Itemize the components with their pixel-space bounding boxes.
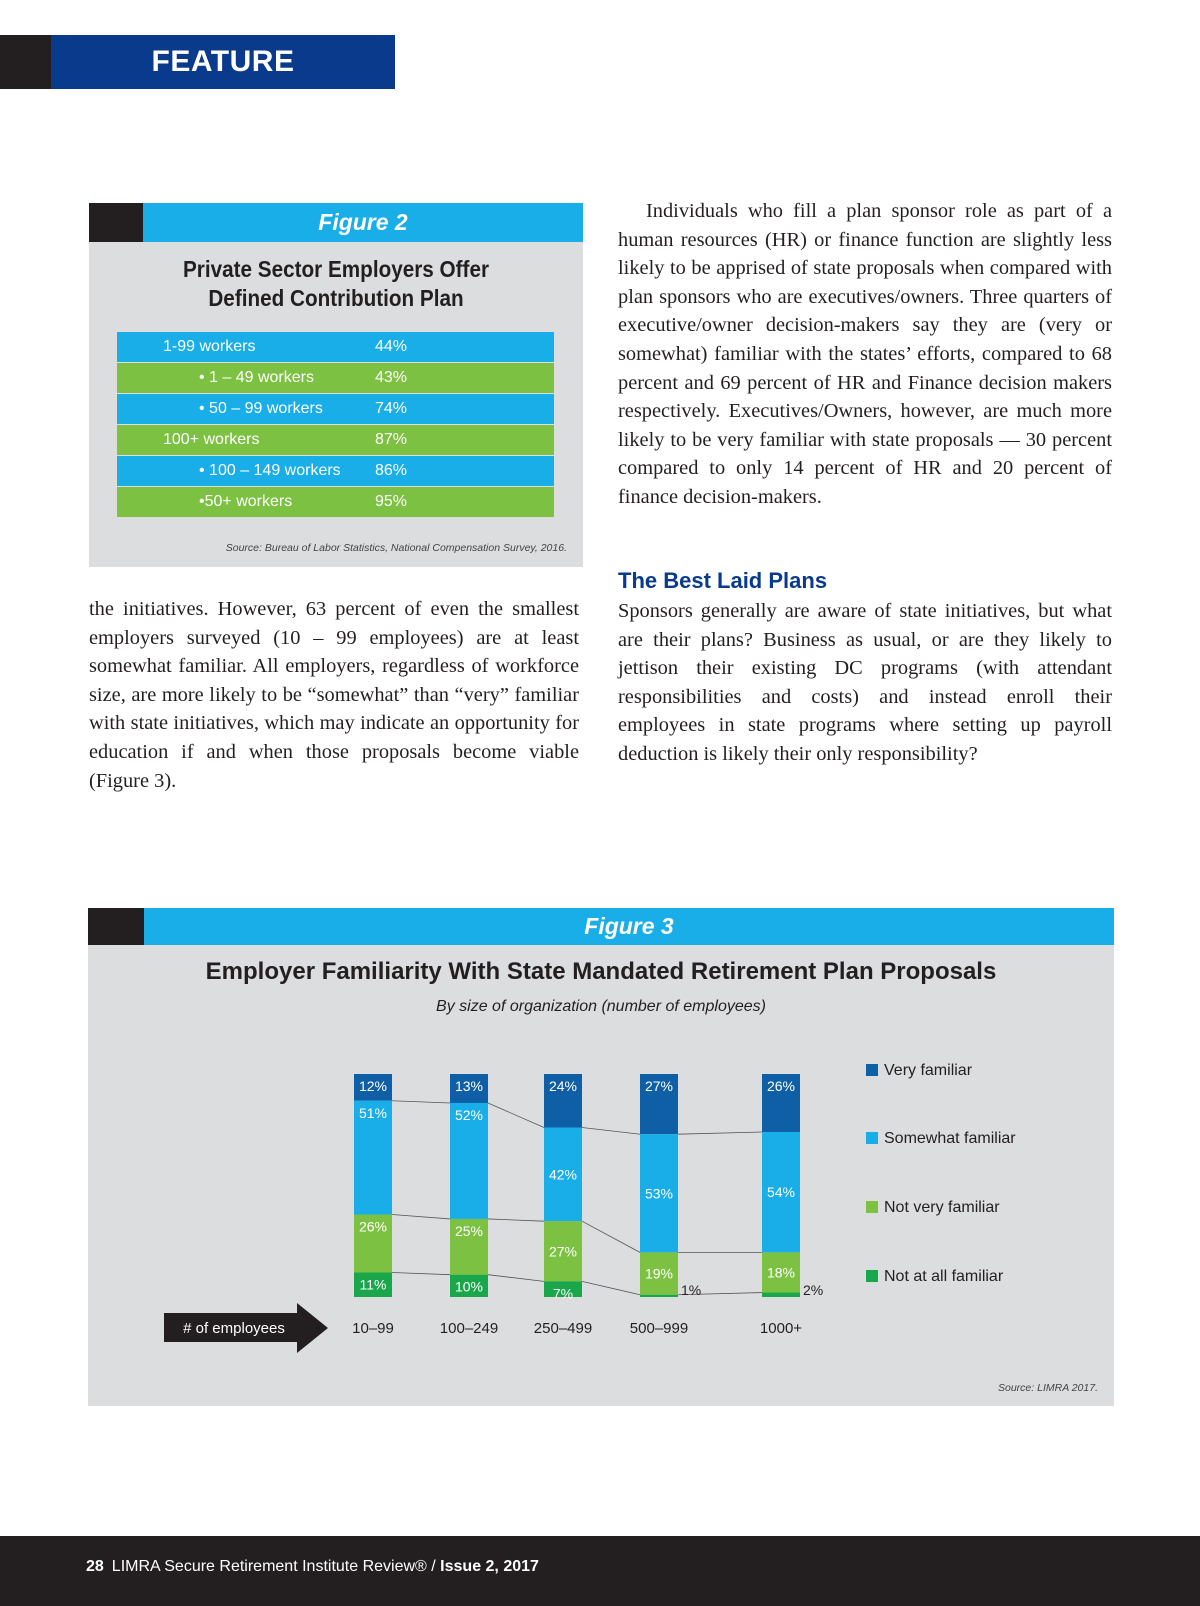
header-dark-block bbox=[0, 35, 51, 89]
figure-2-table bbox=[117, 331, 554, 517]
row-value: 44% bbox=[375, 338, 408, 355]
data-label: 12% bbox=[358, 1078, 388, 1094]
table-row bbox=[117, 331, 554, 362]
figure-2-dark-tab bbox=[89, 203, 143, 242]
row-label: 1-99 workers bbox=[163, 338, 256, 355]
figure-2 bbox=[89, 203, 583, 567]
connector-line bbox=[582, 1281, 640, 1294]
chart-subtitle: By size of organization (number of employees) bbox=[436, 998, 766, 1015]
legend-swatch bbox=[866, 1201, 878, 1213]
row-label: • 100 – 149 workers bbox=[199, 462, 341, 479]
row-value: 95% bbox=[375, 493, 408, 510]
figure-2-title-line1: Private Sector Employers Offer bbox=[182, 256, 490, 282]
bar-segment bbox=[640, 1295, 678, 1297]
connector-line bbox=[582, 1128, 640, 1135]
publication-name: LIMRA Secure Retirement Institute Review® bbox=[111, 1558, 427, 1575]
data-label: 1% bbox=[681, 1282, 702, 1298]
table-row bbox=[117, 424, 554, 455]
body-paragraph: Individuals who fill a plan sponsor role as part of a human resources (HR) or finance function are slightly less likely to be apprised of state proposals when compared with plan sponsors who are executives/owners. Three quarters of executive/owner decision-makers say they are (very or somewhat) familiar with the states’ efforts, compared to 68 percent and 69 percent of HR and Finance decision makers respectively. Executives/Owners, however, are much more likely to be very familiar with state proposals — 30 percent compared to only 14 percent of HR and 20 percent of finance decision-makers. bbox=[618, 200, 1112, 508]
connector-line bbox=[488, 1219, 544, 1221]
row-label: 100+ workers bbox=[163, 431, 260, 448]
data-label: 51% bbox=[358, 1104, 388, 1121]
row-label: • 50 – 99 workers bbox=[199, 400, 323, 417]
arrow-label: # of employees bbox=[183, 1320, 285, 1337]
legend-label: Not at all familiar bbox=[884, 1268, 1004, 1285]
data-label: 27% bbox=[548, 1243, 578, 1260]
connector-line bbox=[392, 1101, 450, 1103]
row-value: 87% bbox=[375, 431, 408, 448]
right-column-bottom bbox=[618, 597, 1112, 769]
table-row bbox=[117, 486, 554, 517]
legend-swatch bbox=[866, 1064, 878, 1076]
figure-2-source: Source: Bureau of Labor Statistics, National Compensation Survey, 2016. bbox=[225, 542, 567, 554]
category-label: 10–99 bbox=[352, 1320, 394, 1337]
row-value: 43% bbox=[375, 369, 408, 386]
data-label: 25% bbox=[454, 1222, 484, 1239]
page-number: 28 bbox=[86, 1558, 104, 1575]
row-label: • 1 – 49 workers bbox=[199, 369, 314, 386]
page-footer bbox=[0, 1536, 1200, 1606]
data-label: 11% bbox=[359, 1276, 387, 1293]
footer-separator: / bbox=[426, 1558, 441, 1575]
table-row bbox=[117, 455, 554, 486]
figure-2-title-line2: Defined Contribution Plan bbox=[208, 285, 464, 311]
data-label: 24% bbox=[548, 1078, 578, 1094]
issue-label: Issue 2, 2017 bbox=[440, 1558, 539, 1575]
data-label: 18% bbox=[766, 1264, 796, 1281]
body-paragraph: the initiatives. However, 63 percent of even the smallest employers surveyed (10 – 99 employees) are at least somewhat familiar. All employers, regardless of workforce size, are more likely to be “somewhat” than “very” familiar with state initiatives, which may indicate an opportunity for education if and when those proposals become viable (Figure 3). bbox=[89, 598, 579, 792]
data-label: 7% bbox=[552, 1285, 574, 1302]
figure-3-source: Source: LIMRA 2017. bbox=[998, 1382, 1098, 1394]
data-label: 19% bbox=[644, 1265, 674, 1282]
data-label: 53% bbox=[644, 1185, 674, 1202]
section-subhead: The Best Laid Plans bbox=[618, 568, 828, 593]
data-label: 54% bbox=[766, 1184, 796, 1201]
footer-text bbox=[86, 1558, 539, 1576]
data-label: 52% bbox=[454, 1106, 484, 1123]
table-row bbox=[117, 362, 554, 393]
category-label: 250–499 bbox=[533, 1320, 593, 1337]
figure-3-label: Figure 3 bbox=[144, 908, 1114, 945]
data-label: 42% bbox=[548, 1166, 578, 1183]
legend-swatch bbox=[866, 1270, 878, 1282]
figure-2-title bbox=[114, 255, 559, 313]
category-label: 500–999 bbox=[629, 1320, 689, 1337]
bar-segment bbox=[762, 1293, 800, 1297]
category-label: 100–249 bbox=[439, 1320, 499, 1337]
table-row bbox=[117, 393, 554, 424]
legend-label: Somewhat familiar bbox=[884, 1130, 1016, 1147]
data-label: 27% bbox=[644, 1078, 674, 1094]
category-label: 1000+ bbox=[759, 1320, 803, 1337]
row-value: 74% bbox=[375, 400, 408, 417]
connector-line bbox=[488, 1103, 544, 1128]
figure-2-label: Figure 2 bbox=[143, 203, 583, 242]
data-label: 10% bbox=[454, 1278, 484, 1295]
data-label: 13% bbox=[454, 1078, 484, 1094]
data-label: 26% bbox=[766, 1078, 796, 1094]
chart-title: Employer Familiarity With State Mandated Retirement Plan Proposals bbox=[205, 958, 997, 985]
legend-label: Very familiar bbox=[884, 1062, 973, 1079]
legend-swatch bbox=[866, 1132, 878, 1144]
data-label: 26% bbox=[358, 1218, 388, 1235]
section-label: FEATURE bbox=[51, 35, 395, 89]
body-paragraph: Sponsors generally are aware of state initiatives, but what are their plans? Business as usual, or are they likely to jettison their existing DC programs (with attendant responsibilities and costs) and instead enroll their employees in state programs where setting up payroll deduction is likely their only responsibility? bbox=[618, 600, 1112, 765]
data-label: 2% bbox=[803, 1282, 824, 1298]
connector-line bbox=[488, 1275, 544, 1282]
connector-line bbox=[582, 1221, 640, 1252]
connector-line bbox=[392, 1272, 450, 1274]
row-value: 86% bbox=[375, 462, 408, 479]
connector-line bbox=[678, 1132, 762, 1134]
figure-3-chart bbox=[88, 908, 1114, 1406]
connector-line bbox=[392, 1214, 450, 1218]
left-column bbox=[89, 595, 579, 795]
legend-label: Not very familiar bbox=[884, 1199, 1000, 1216]
right-column-top bbox=[618, 197, 1112, 512]
row-label: •50+ workers bbox=[199, 493, 293, 510]
figure-3 bbox=[88, 908, 1114, 1406]
